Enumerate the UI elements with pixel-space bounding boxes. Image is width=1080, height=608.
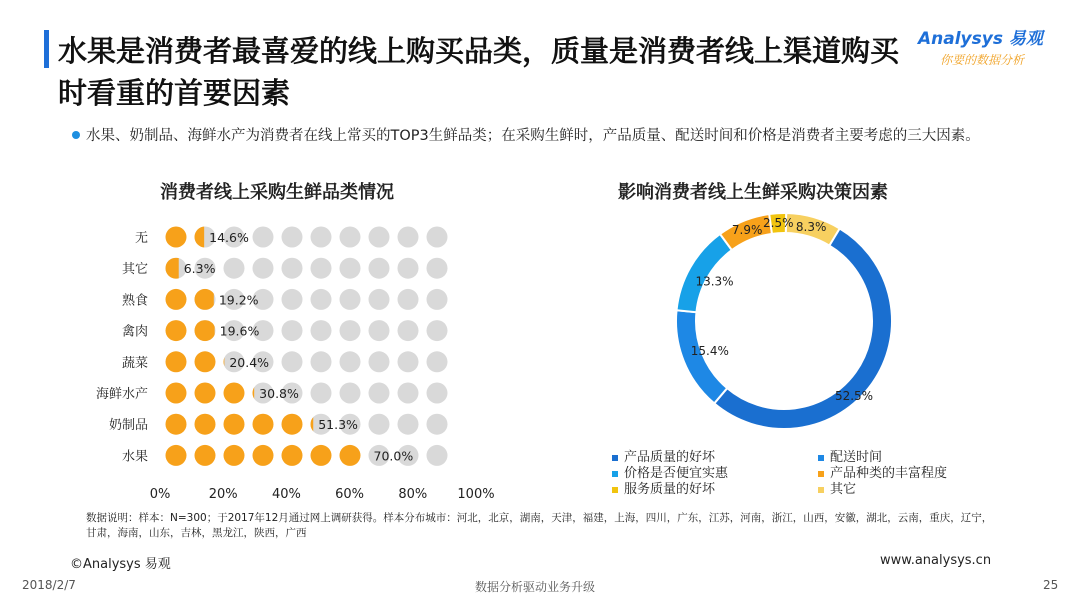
empty-dot — [340, 320, 361, 341]
empty-dot — [340, 258, 361, 279]
empty-dot — [311, 258, 332, 279]
x-tick-label: 80% — [398, 487, 428, 502]
slice-value-label: 52.5% — [834, 389, 874, 403]
empty-dot — [340, 289, 361, 310]
donut-slice — [677, 234, 732, 312]
filled-dot — [166, 351, 187, 372]
empty-dot — [282, 227, 303, 248]
empty-dot — [398, 320, 419, 341]
empty-dot — [282, 320, 303, 341]
filled-dot — [166, 383, 187, 404]
empty-dot — [427, 289, 448, 310]
x-tick-label: 40% — [271, 487, 301, 502]
slice-value-label: 8.3% — [795, 219, 827, 234]
empty-dot — [340, 227, 361, 248]
right-chart-title: 影响消费者线上生鲜采购决策因素 — [618, 182, 888, 203]
filled-dot — [166, 227, 187, 248]
category-label: 熟食 — [121, 293, 148, 309]
legend-label: 配送时间 — [830, 450, 883, 465]
copyright: ©Analysys 易观 — [70, 557, 171, 572]
filled-dot — [311, 445, 332, 466]
filled-dot — [166, 320, 187, 341]
legend-swatch — [612, 455, 618, 461]
value-label: 6.3% — [183, 261, 216, 277]
filled-dot — [195, 445, 216, 466]
empty-dot — [427, 445, 448, 466]
filled-dot — [166, 414, 187, 435]
empty-dot — [311, 320, 332, 341]
empty-dot — [369, 351, 390, 372]
empty-dot — [398, 383, 419, 404]
data-footnote: 数据说明：样本：N=300；于2017年12月通过网上调研获得。样本分布城市：河北，北京，湖南，天津，福建，上海，四川，广东，江苏，河南，浙江，山西，安徽，湖北，云南，重庆，辽宁，甘肃，海南，山东，吉林，黑龙江，陕西，广西 — [86, 512, 993, 539]
empty-dot — [340, 351, 361, 372]
filled-dot — [224, 445, 245, 466]
value-label: 51.3% — [318, 417, 358, 433]
legend-item — [818, 482, 856, 498]
empty-dot — [427, 258, 448, 279]
empty-dot — [369, 258, 390, 279]
empty-dot — [369, 414, 390, 435]
legend-item — [612, 450, 715, 466]
empty-dot — [282, 351, 303, 372]
slice-value-label: 7.9% — [731, 223, 763, 238]
category-label: 其它 — [121, 262, 148, 278]
bullet-dot-icon — [72, 131, 80, 139]
legend-swatch — [818, 487, 824, 493]
filled-dot — [224, 414, 245, 435]
analysys-logo — [918, 24, 1068, 74]
empty-dot — [253, 227, 274, 248]
filled-dot — [166, 289, 187, 310]
legend-label: 产品种类的丰富程度 — [830, 466, 948, 481]
category-dot-chart — [70, 215, 510, 505]
slice-value-label: 15.4% — [690, 343, 729, 358]
legend-item — [818, 466, 947, 482]
empty-dot — [369, 320, 390, 341]
filled-dot — [282, 414, 303, 435]
empty-dot — [282, 258, 303, 279]
filled-dot — [340, 445, 361, 466]
empty-dot — [398, 351, 419, 372]
legend-label: 产品质量的好坏 — [624, 450, 716, 465]
filled-dot — [253, 414, 274, 435]
empty-dot — [398, 289, 419, 310]
category-label: 无 — [134, 231, 148, 246]
logo-tagline: 你要的数据分析 — [940, 53, 1025, 67]
empty-dot — [369, 383, 390, 404]
summary-bullet: 水果、奶制品、海鲜水产为消费者在线上常买的TOP3生鲜品类；在采购生鲜时，产品质量、配送时间和价格是消费者主要考虑的三大因素。 — [86, 128, 980, 144]
legend-swatch — [612, 487, 618, 493]
filled-dot — [195, 351, 216, 372]
empty-dot — [427, 227, 448, 248]
empty-dot — [427, 383, 448, 404]
empty-dot — [253, 258, 274, 279]
category-label: 奶制品 — [108, 418, 148, 434]
empty-dot — [282, 289, 303, 310]
slide-date: 2018/2/7 — [22, 578, 76, 592]
category-label: 蔬菜 — [121, 355, 148, 371]
empty-dot — [311, 351, 332, 372]
filled-dot — [166, 445, 187, 466]
value-label: 14.6% — [209, 230, 249, 245]
slice-value-label: 13.3% — [695, 274, 734, 289]
value-label: 20.4% — [229, 354, 270, 370]
x-tick-label: 60% — [335, 487, 365, 502]
category-label: 禽肉 — [121, 324, 148, 340]
title-accent-bar — [44, 30, 49, 68]
x-tick-label: 100% — [457, 487, 495, 502]
empty-dot — [369, 289, 390, 310]
category-label: 海鲜水产 — [95, 387, 148, 402]
slide-slogan: 数据分析驱动业务升级 — [475, 580, 596, 594]
empty-dot — [340, 383, 361, 404]
value-label: 19.2% — [218, 292, 259, 308]
empty-dot — [398, 258, 419, 279]
legend-label: 其它 — [830, 482, 857, 497]
empty-dot — [398, 414, 419, 435]
filled-dot — [253, 445, 274, 466]
empty-dot — [311, 383, 332, 404]
empty-dot — [427, 414, 448, 435]
value-label: 70.0% — [373, 448, 414, 464]
partial-dot — [195, 289, 216, 310]
legend-item — [612, 482, 715, 498]
legend-item — [612, 466, 728, 482]
filled-dot — [224, 383, 245, 404]
factor-donut-chart — [560, 205, 1000, 445]
empty-dot — [224, 258, 245, 279]
legend-swatch — [612, 471, 618, 477]
left-chart-title: 消费者线上采购生鲜品类情况 — [160, 182, 394, 203]
legend-item — [818, 450, 882, 466]
website-link[interactable]: www.analysys.cn — [880, 553, 992, 568]
filled-dot — [195, 414, 216, 435]
legend-swatch — [818, 471, 824, 477]
category-label: 水果 — [121, 449, 148, 465]
partial-dot — [195, 320, 216, 341]
empty-dot — [398, 227, 419, 248]
x-tick-label: 0% — [149, 487, 171, 502]
value-label: 30.8% — [259, 386, 299, 401]
empty-dot — [369, 227, 390, 248]
page-number: 25 — [1043, 578, 1059, 592]
legend-swatch — [818, 455, 824, 461]
empty-dot — [311, 289, 332, 310]
empty-dot — [311, 227, 332, 248]
empty-dot — [427, 320, 448, 341]
slice-value-label: 2.5% — [763, 216, 794, 231]
legend-label: 价格是否便宜实惠 — [624, 466, 729, 481]
value-label: 19.6% — [219, 323, 260, 339]
filled-dot — [282, 445, 303, 466]
filled-dot — [195, 383, 216, 404]
logo-text: Analysys 易观 — [918, 29, 1043, 49]
empty-dot — [427, 351, 448, 372]
x-tick-label: 20% — [208, 487, 238, 502]
page-title: 水果是消费者最喜爱的线上购买品类，质量是消费者线上渠道购买时看重的首要因素 — [58, 34, 900, 110]
legend-label: 服务质量的好坏 — [624, 482, 716, 497]
